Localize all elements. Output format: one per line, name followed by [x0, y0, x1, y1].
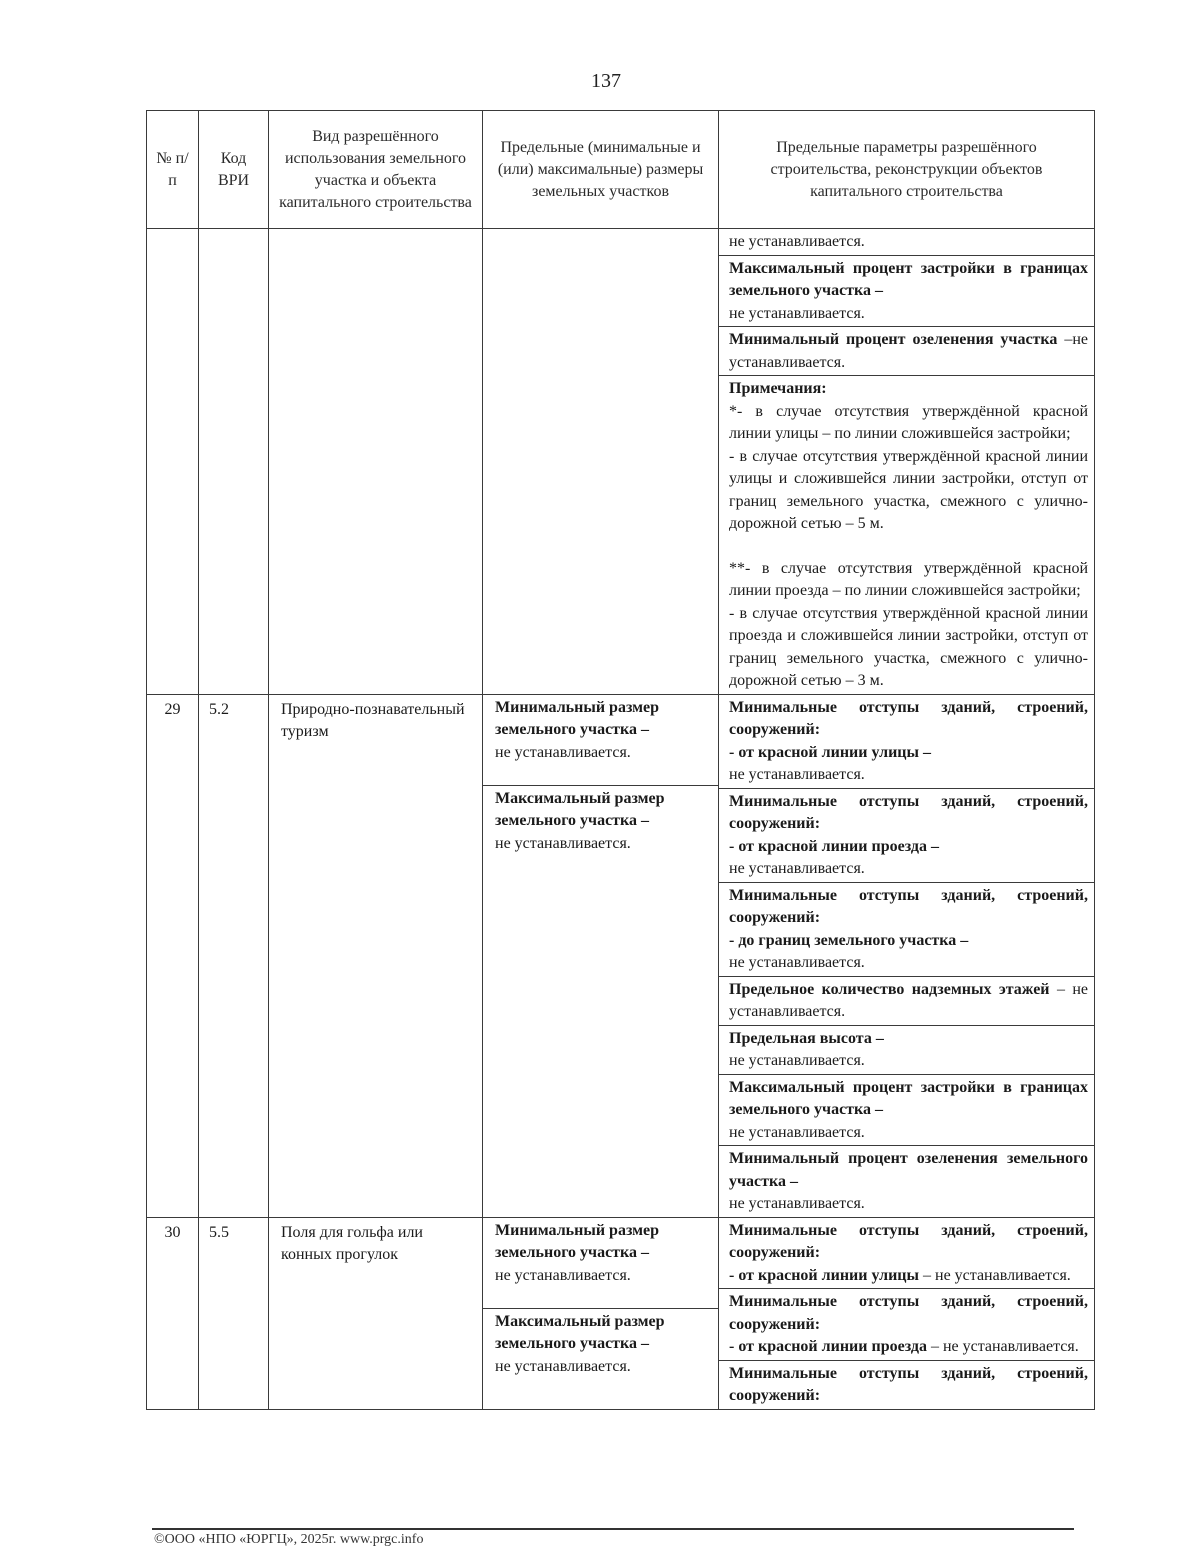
header-sizes: Предельные (минимальные и (или) максимальные) размеры земельных участков: [483, 111, 719, 229]
sizes-cell: [483, 694, 719, 1217]
size-block: Максимальный размер земельного участка – не устанавливается.: [483, 785, 718, 864]
param-block: Минимальные отступы зданий, строений, сооружений: - от красной линии улицы – не устанавливается.: [729, 698, 1088, 783]
size-block: Минимальный размер земельного участка – не устанавливается.: [495, 698, 660, 761]
row-code: 5.5: [199, 1217, 269, 1409]
params-cell: [719, 229, 1095, 695]
header-code: Код ВРИ: [199, 111, 269, 229]
param-block: Минимальные отступы зданий, строений, сооружений:: [719, 1360, 1094, 1409]
table-row-continuation: [147, 229, 1095, 695]
param-block: Минимальные отступы зданий, строений, сооружений: - до границ земельного участка – не устанавливается.: [719, 882, 1094, 976]
footer-copyright: ©ООО «НПО «ЮРГЦ», 2025г. www.prgc.info: [154, 1532, 424, 1546]
param-block: Минимальные отступы зданий, строений, сооружений: - от красной линии проезда – не устанавливается.: [719, 1288, 1094, 1360]
params-cell: [719, 694, 1095, 1217]
notes-block: [719, 375, 1094, 694]
param-block: Предельное количество надземных этажей – не устанавливается.: [719, 976, 1094, 1025]
param-block: Максимальный процент застройки в границах земельного участка – не устанавливается.: [719, 1074, 1094, 1146]
params-cell: [719, 1217, 1095, 1409]
param-block: Минимальный процент озеленения земельного участка – не устанавливается.: [719, 1145, 1094, 1217]
note-item: - в случае отсутствия утверждённой красной линии улицы и сложившейся линии застройки, отступ от границ земельного участка, смежного с улично-дорожной сетью – 5 м.: [729, 447, 1088, 532]
table-header-row: [147, 111, 1095, 229]
sizes-cell: [483, 1217, 719, 1409]
row-number: 29: [147, 694, 199, 1217]
regulations-table: [146, 110, 1095, 1410]
row-number: 30: [147, 1217, 199, 1409]
row-use-name: Поля для гольфа или конных прогулок: [269, 1217, 483, 1409]
header-use: Вид разрешённого использования земельного участка и объекта капитального строительства: [269, 111, 483, 229]
size-block: Минимальный размер земельного участка – не устанавливается.: [495, 1221, 660, 1284]
param-block: Минимальные отступы зданий, строений, сооружений: - от красной линии улицы – не устанавливается.: [729, 1221, 1088, 1284]
header-num: № п/п: [147, 111, 199, 229]
size-block: Максимальный размер земельного участка – не устанавливается.: [483, 1308, 718, 1387]
note-item: **- в случае отсутствия утверждённой красной линии проезда – по линии сложившейся застройки;: [729, 559, 1088, 599]
note-item: *- в случае отсутствия утверждённой красной линии улицы – по линии сложившейся застройки;: [729, 402, 1088, 442]
param-block: Предельная высота – не устанавливается.: [719, 1025, 1094, 1074]
footer-divider: [152, 1528, 1074, 1530]
notes-title: Примечания:: [729, 380, 827, 397]
param-block: Минимальные отступы зданий, строений, сооружений: - от красной линии проезда – не устанавливается.: [719, 788, 1094, 882]
page-number: 137: [591, 70, 621, 92]
param-block: Минимальный процент озеленения участка –не устанавливается.: [719, 326, 1094, 375]
table-row-30: [147, 1217, 1095, 1409]
row-use-name: Природно-познавательный туризм: [269, 694, 483, 1217]
note-item: - в случае отсутствия утверждённой красной линии проезда и сложившейся линии застройки, отступ от границ земельного участка, смежного с улично-дорожной сетью – 3 м.: [729, 604, 1088, 689]
param-block: не устанавливается.: [729, 233, 865, 250]
param-block: Максимальный процент застройки в границах земельного участка – не устанавливается.: [719, 255, 1094, 327]
row-code: 5.2: [199, 694, 269, 1217]
table-row-29: [147, 694, 1095, 1217]
header-params: Предельные параметры разрешённого строительства, реконструкции объектов капитального строительства: [719, 111, 1095, 229]
